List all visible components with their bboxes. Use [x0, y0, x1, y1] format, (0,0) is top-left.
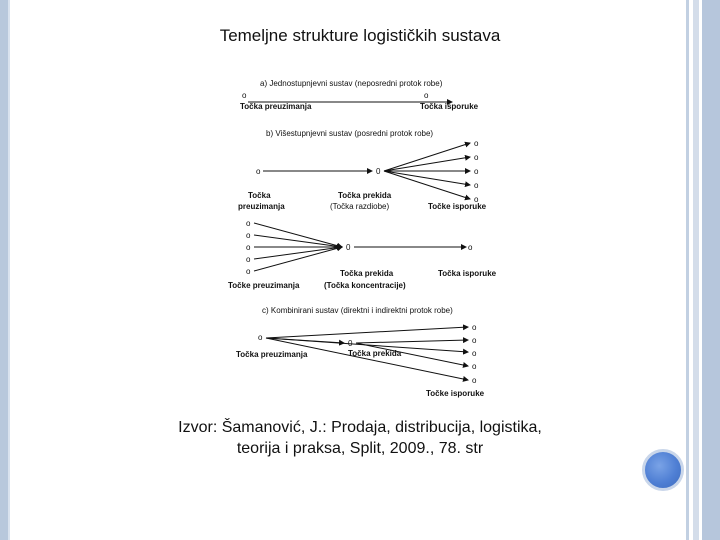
a-origin-label: Točka preuzimanja [240, 102, 312, 111]
b-origin-label-line1: Točka [248, 191, 271, 200]
b2-dest-label: Točka isporuke [438, 269, 496, 278]
b-hub-node: 0 [376, 167, 381, 176]
a-dest-node: o [424, 91, 429, 100]
b2-origin-node: o [246, 243, 251, 252]
b-distribution-arrows [384, 143, 470, 199]
flow-arrow [254, 235, 342, 247]
flow-arrow [266, 327, 468, 338]
b-dest-node: o [474, 139, 479, 148]
b-origin-label-line2: preuzimanja [238, 202, 285, 211]
flow-arrow [384, 143, 470, 171]
slide-title: Temeljne strukture logističkih sustava [219, 26, 501, 45]
b-dest-node: o [474, 153, 479, 162]
caption-line-1: Izvor: Šamanović, J.: Prodaja, distribucija, logistika, [178, 419, 542, 436]
b-dest-node: o [474, 181, 479, 190]
flow-arrow [384, 171, 470, 199]
section-c-heading: c) Kombinirani sustav (direktni i indirektni protok robe) [262, 306, 453, 315]
flow-arrow [254, 223, 342, 247]
flow-arrow [384, 157, 470, 171]
source-caption [130, 417, 590, 459]
b2-origin-node: o [246, 219, 251, 228]
c-dest-node: o [472, 376, 477, 385]
c-dest-label: Točke isporuke [426, 389, 485, 398]
c-dest-node: o [472, 336, 477, 345]
b-origin-node: o [256, 167, 261, 176]
flow-arrow [266, 338, 468, 380]
flow-arrow [384, 171, 470, 185]
c-dest-node: o [472, 323, 477, 332]
b2-hub-node: 0 [346, 243, 351, 252]
b-dest-node: o [474, 195, 479, 204]
right-border-decoration [686, 0, 720, 540]
a-origin-node: o [242, 91, 247, 100]
flow-arrow [254, 247, 342, 271]
c-hub-label: Točka prekida [348, 349, 402, 358]
c-origin-node: o [258, 333, 263, 342]
c-dest-node: o [472, 349, 477, 358]
b-dest-node: o [474, 167, 479, 176]
b2-concentration-arrows [254, 223, 342, 271]
c-dest-node: o [472, 362, 477, 371]
section-b-heading: b) Višestupnjevni sustav (posredni protok robe) [266, 129, 434, 138]
b2-origin-node: o [246, 267, 251, 276]
section-a-heading: a) Jednostupnjevni sustav (neposredni protok robe) [260, 79, 443, 88]
b2-origin-label: Točke preuzimanja [228, 281, 300, 290]
b2-hub-label-line1: Točka prekida [340, 269, 394, 278]
b-dest-label: Točke isporuke [428, 202, 487, 211]
a-dest-label: Točka isporuke [420, 102, 479, 111]
logistics-structures-diagram [226, 70, 496, 400]
b-hub-label-line1: Točka prekida [338, 191, 392, 200]
c-origin-label: Točka preuzimanja [236, 350, 308, 359]
caption-line-2: teorija i praksa, Split, 2009., 78. str [236, 440, 484, 457]
b2-hub-label-line2: (Točka koncentracije) [324, 281, 406, 290]
b2-dest-node: o [468, 243, 473, 252]
b-hub-label-line2: (Točka razdiobe) [330, 202, 390, 211]
b2-origin-node: o [246, 255, 251, 264]
b2-origin-node: o [246, 231, 251, 240]
flow-arrow [356, 340, 468, 343]
decorative-circle [642, 449, 684, 491]
flow-arrow [254, 247, 342, 259]
left-border-decoration [0, 0, 8, 540]
